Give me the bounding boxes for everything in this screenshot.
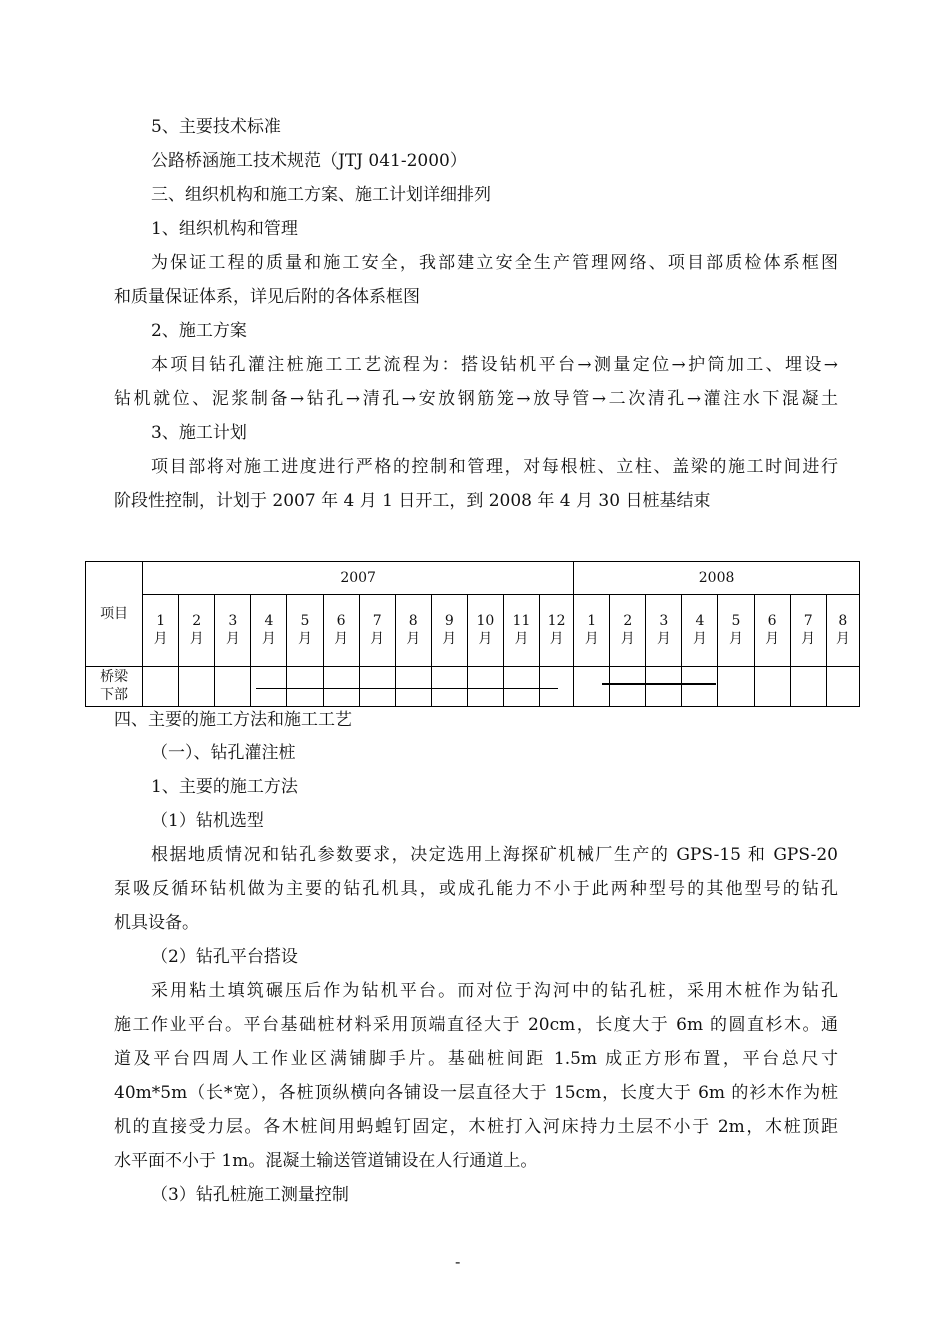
month-cell-2007-3	[215, 595, 251, 666]
month-unit: 月	[334, 631, 349, 648]
month-number: 3	[228, 613, 238, 630]
schedule-cell-2007-7	[359, 666, 395, 706]
schedule-cell-2007-3	[215, 666, 251, 706]
section-3-title: 3、施工计划	[151, 423, 247, 443]
month-number: 2	[192, 613, 202, 630]
month-unit: 月	[514, 631, 529, 648]
month-unit: 月	[478, 631, 493, 648]
schedule-cell-2008-4	[682, 666, 718, 706]
month-cell-2007-6	[323, 595, 359, 666]
page-number: -	[455, 1252, 461, 1271]
method-1-3-title: （3）钻孔桩施工测量控制	[151, 1185, 349, 1205]
row-label-cell	[86, 666, 143, 706]
month-unit: 月	[620, 631, 635, 648]
schedule-cell-2008-6	[754, 666, 790, 706]
section-3-para-line-1: 项目部将对施工进度进行严格的控制和管理，对每根桩、立柱、盖梁的施工时间进行	[151, 457, 838, 477]
item-header: 项目	[100, 605, 129, 622]
month-unit: 月	[225, 631, 240, 648]
month-cell-2008-1	[574, 595, 610, 666]
schedule-cell-2007-8	[395, 666, 431, 706]
schedule-cell-2008-8	[826, 666, 859, 706]
month-cell-2007-8	[395, 595, 431, 666]
section-2-title: 2、施工方案	[151, 321, 247, 341]
month-number: 4	[695, 613, 705, 630]
method-1-2-para-line-3: 道及平台四周人工作业区满铺脚手片。基础桩间距 1.5m 成正方形布置，平台总尺寸	[114, 1049, 838, 1069]
section-1-para-line-1: 为保证工程的质量和施工安全，我部建立安全生产管理网络、项目部质检体系框图	[151, 253, 838, 273]
month-unit: 月	[370, 631, 385, 648]
method-1-1-para-line-2: 泵吸反循环钻机做为主要的钻孔机具，或成孔能力不小于此两种型号的其他型号的钻孔	[114, 879, 838, 899]
month-cell-2007-4	[251, 595, 287, 666]
month-unit: 月	[406, 631, 421, 648]
method-1-2-para-line-2: 施工作业平台。平台基础桩材料采用顶端直径大于 20cm，长度大于 6m 的圆直杉木。通	[114, 1015, 838, 1035]
section-2-para-line-1: 本项目钻孔灌注桩施工工艺流程为：搭设钻机平台→测量定位→护筒加工、埋设→	[151, 355, 838, 375]
heading-3: 三、组织机构和施工方案、施工计划详细排列	[151, 185, 491, 205]
month-unit: 月	[835, 631, 850, 648]
month-unit: 月	[801, 631, 816, 648]
month-row	[86, 595, 860, 666]
schedule-bar-2007	[256, 688, 558, 689]
month-cell-2008-4	[682, 595, 718, 666]
heading-4: 四、主要的施工方法和施工工艺	[114, 710, 352, 730]
method-1-1-para-line-3: 机具设备。	[114, 913, 199, 933]
month-number: 4	[264, 613, 274, 630]
schedule-cell-2008-3	[646, 666, 682, 706]
month-cell-2008-8	[826, 595, 859, 666]
method-1-2-para-line-1: 采用粘土填筑碾压后作为钻机平台。而对位于沟河中的钻孔桩，采用木桩作为钻孔	[151, 981, 838, 1001]
row-label-line-1: 桥梁	[100, 669, 129, 686]
method-1-2-para-line-5: 机的直接受力层。各木桩间用蚂蝗钉固定，木桩打入河床持力土层不小于 2m，木桩顶距	[114, 1117, 838, 1137]
schedule-cell-2007-10	[467, 666, 503, 706]
schedule-cell-2007-11	[503, 666, 539, 706]
section-5-title: 5、主要技术标准	[151, 117, 281, 137]
month-number: 1	[587, 613, 597, 630]
schedule-cell-2008-1	[574, 666, 610, 706]
month-number: 5	[300, 613, 310, 630]
month-number: 6	[336, 613, 346, 630]
month-number: 12	[547, 613, 566, 630]
schedule-table	[85, 561, 860, 707]
month-number: 7	[372, 613, 382, 630]
month-unit: 月	[765, 631, 780, 648]
month-number: 1	[156, 613, 166, 630]
month-number: 8	[838, 613, 848, 630]
month-number: 8	[408, 613, 418, 630]
month-cell-2007-5	[287, 595, 323, 666]
month-unit: 月	[656, 631, 671, 648]
month-number: 6	[767, 613, 777, 630]
month-cell-2007-9	[431, 595, 467, 666]
month-number: 9	[444, 613, 454, 630]
section-2-para-line-2: 钻机就位、泥浆制备→钻孔→清孔→安放钢筋笼→放导管→二次清孔→灌注水下混凝土	[114, 389, 838, 409]
month-cell-2007-7	[359, 595, 395, 666]
schedule-bar-2008	[602, 683, 716, 685]
schedule-cell-2007-6	[323, 666, 359, 706]
month-unit: 月	[261, 631, 276, 648]
row-label-line-2: 下部	[100, 687, 129, 704]
month-cell-2007-11	[503, 595, 539, 666]
year-2007-header: 2007	[143, 562, 574, 595]
month-number: 7	[803, 613, 813, 630]
month-unit: 月	[153, 631, 168, 648]
method-1-2-para-line-4: 40m*5m（长*宽），各桩顶纵横向各铺设一层直径大于 15cm，长度大于 6m 的衫木作为桩	[114, 1083, 838, 1103]
month-number: 2	[623, 613, 633, 630]
method-1-1-para-line-1: 根据地质情况和钻孔参数要求，决定选用上海探矿机械厂生产的 GPS-15 和 GPS-20	[151, 845, 838, 865]
method-1-2-title: （2）钻孔平台搭设	[151, 947, 298, 967]
table-row	[86, 666, 860, 706]
schedule-cell-2008-5	[718, 666, 754, 706]
month-cell-2008-7	[790, 595, 826, 666]
month-number: 10	[476, 613, 495, 630]
month-cell-2008-5	[718, 595, 754, 666]
schedule-cell-2007-9	[431, 666, 467, 706]
month-cell-2007-1	[143, 595, 179, 666]
schedule-cell-2007-12	[540, 666, 574, 706]
section-1-para-line-2: 和质量保证体系，详见后附的各体系框图	[114, 287, 420, 307]
subsection-1: （一）、钻孔灌注桩	[151, 743, 296, 763]
month-cell-2008-3	[646, 595, 682, 666]
schedule-cell-2007-4	[251, 666, 287, 706]
month-number: 3	[659, 613, 669, 630]
month-cell-2007-2	[179, 595, 215, 666]
month-cell-2008-2	[610, 595, 646, 666]
month-unit: 月	[584, 631, 599, 648]
method-1-1-title: （1）钻机选型	[151, 811, 264, 831]
month-unit: 月	[442, 631, 457, 648]
schedule-cell-2007-2	[179, 666, 215, 706]
month-unit: 月	[692, 631, 707, 648]
section-3-para-line-2: 阶段性控制，计划于 2007 年 4 月 1 日开工，到 2008 年 4 月 30 日桩基结束	[114, 491, 711, 511]
method-1-2-para-line-6: 水平面不小于 1m。混凝土输送管道铺设在人行通道上。	[114, 1151, 538, 1171]
year-2008-header: 2008	[574, 562, 860, 595]
section-1-title: 1、组织机构和管理	[151, 219, 298, 239]
section-5-text: 公路桥涵施工技术规范（JTJ 041-2000）	[151, 151, 467, 171]
month-unit: 月	[189, 631, 204, 648]
month-number: 5	[731, 613, 741, 630]
month-unit: 月	[549, 631, 564, 648]
month-unit: 月	[729, 631, 743, 648]
month-cell-2007-12	[540, 595, 574, 666]
schedule-cell-2007-5	[287, 666, 323, 706]
month-cell-2007-10	[467, 595, 503, 666]
schedule-cell-2007-1	[143, 666, 179, 706]
method-1-title: 1、主要的施工方法	[151, 777, 298, 797]
schedule-cell-2008-2	[610, 666, 646, 706]
month-number: 11	[512, 613, 531, 630]
month-unit: 月	[297, 631, 312, 648]
item-header-cell	[86, 562, 143, 667]
schedule-cell-2008-7	[790, 666, 826, 706]
month-cell-2008-6	[754, 595, 790, 666]
